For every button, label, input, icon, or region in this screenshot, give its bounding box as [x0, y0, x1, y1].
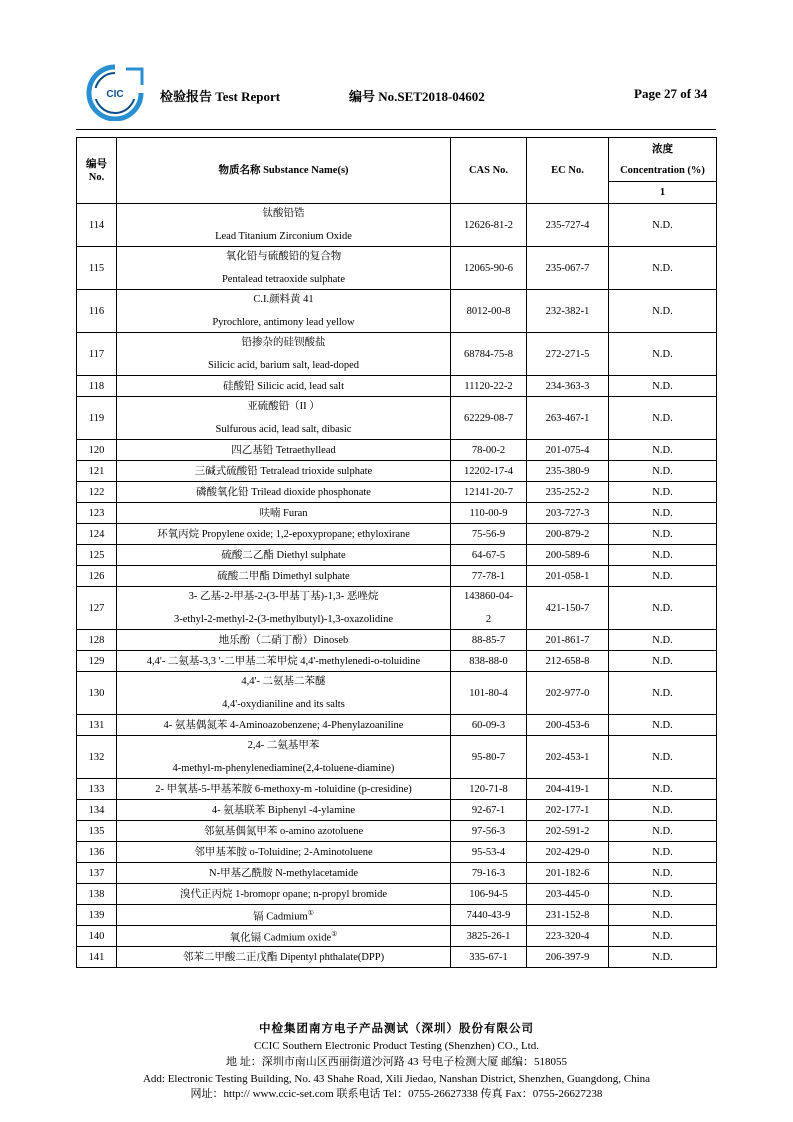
cell-cas-no: 110-00-9 [451, 503, 527, 524]
table-body [77, 204, 717, 968]
cell-cas-no: 12626-81-2 [451, 204, 527, 247]
table-row [77, 524, 717, 545]
footer-contact: 网址：http:// www.ccic-set.com 联系电话 Tel：0755-26627338 传真 Fax：0755-26627238 [190, 1088, 603, 1100]
substance-name-line: 呋喃 Furan [259, 507, 308, 519]
cell-cas-no: 77-78-1 [451, 566, 527, 587]
cell-substance-name [117, 290, 451, 333]
cell-ec-no: 234-363-3 [527, 376, 609, 397]
cas-line: 143860-04- [464, 591, 513, 602]
cell-concentration: N.D. [609, 566, 717, 587]
footer-address-cn: 地 址：深圳市南山区西丽街道沙河路 43 号电子检测大厦 邮编：518055 [226, 1056, 567, 1068]
cell-no: 114 [77, 204, 117, 247]
substance-name-line: 4,4'-oxydianiline and its salts [222, 699, 345, 710]
cell-no: 134 [77, 800, 117, 821]
substance-name-line: 镉 Cadmium [253, 911, 308, 923]
substance-name-line: 硫酸二甲酯 Dimethyl sulphate [217, 570, 350, 582]
cell-concentration: N.D. [609, 884, 717, 905]
cell-substance-name [117, 651, 451, 672]
cell-ec-no: 203-445-0 [527, 884, 609, 905]
cell-ec-no: 201-058-1 [527, 566, 609, 587]
substance-table [76, 137, 717, 968]
cell-ec-no: 272-271-5 [527, 333, 609, 376]
cell-concentration: N.D. [609, 863, 717, 884]
cell-concentration: N.D. [609, 290, 717, 333]
cell-no: 119 [77, 397, 117, 440]
cell-concentration: N.D. [609, 440, 717, 461]
cell-concentration: N.D. [609, 800, 717, 821]
substance-name-line: 邻氨基偶氮甲苯 o-amino azotoluene [203, 825, 364, 837]
table-row [77, 863, 717, 884]
cell-concentration: N.D. [609, 503, 717, 524]
cell-ec-no: 201-075-4 [527, 440, 609, 461]
cell-concentration: N.D. [609, 736, 717, 779]
cell-no: 138 [77, 884, 117, 905]
substance-name-line: 3- 乙基-2-甲基-2-(3-甲基丁基)-1,3- 恶唑烷 [188, 591, 379, 602]
cell-ec-no: 231-152-8 [527, 905, 609, 926]
cell-cas-no: 12202-17-4 [451, 461, 527, 482]
cell-ec-no: 202-429-0 [527, 842, 609, 863]
cell-no: 133 [77, 779, 117, 800]
cell-ec-no: 200-879-2 [527, 524, 609, 545]
cell-concentration: N.D. [609, 672, 717, 715]
cell-substance-name [117, 630, 451, 651]
cell-ec-no: 235-067-7 [527, 247, 609, 290]
cell-substance-name [117, 524, 451, 545]
substance-name-line: Sulfurous acid, lead salt, dibasic [215, 424, 352, 435]
substance-name-line: 钛酸铅锆 [262, 208, 305, 219]
substance-name-line: 磷酸氧化铅 Trilead dioxide phosphonate [196, 486, 371, 498]
cell-ec-no: 202-977-0 [527, 672, 609, 715]
table-row [77, 630, 717, 651]
cell-cas-no: 95-80-7 [451, 736, 527, 779]
cell-ec-no: 235-252-2 [527, 482, 609, 503]
cell-substance-name [117, 842, 451, 863]
cell-no: 131 [77, 715, 117, 736]
cell-substance-name [117, 800, 451, 821]
cell-substance-name [117, 376, 451, 397]
cell-no: 123 [77, 503, 117, 524]
cell-no: 117 [77, 333, 117, 376]
table-row [77, 800, 717, 821]
cell-substance-name [117, 204, 451, 247]
cell-no: 116 [77, 290, 117, 333]
substance-name-line: 三碱式硫酸铅 Tetralead trioxide sulphate [194, 465, 373, 477]
cell-substance-name [117, 482, 451, 503]
substance-name-line: N-甲基乙酰胺 N-methylacetamide [209, 867, 358, 879]
cell-cas-no: 3825-26-1 [451, 926, 527, 947]
cell-cas-no: 68784-75-8 [451, 333, 527, 376]
cell-concentration: N.D. [609, 461, 717, 482]
cell-substance-name [117, 397, 451, 440]
cell-cas-no: 64-67-5 [451, 545, 527, 566]
table-row [77, 736, 717, 779]
substance-name-line: 四乙基铅 Tetraethyllead [231, 444, 336, 456]
table-row [77, 905, 717, 926]
cell-cas-no: 12065-90-6 [451, 247, 527, 290]
substance-name-line: C.I.颜料黄 41 [253, 294, 314, 305]
footnote-marker: ① [331, 929, 338, 938]
cell-concentration: N.D. [609, 842, 717, 863]
cell-substance-name [117, 821, 451, 842]
substance-name-line: Pyrochlore, antimony lead yellow [212, 317, 355, 328]
cell-substance-name [117, 461, 451, 482]
substance-name-line: Silicic acid, barium salt, lead-doped [207, 360, 360, 371]
cell-ec-no: 200-589-6 [527, 545, 609, 566]
ccic-logo [82, 63, 148, 121]
substance-name-line: Pentalead tetraoxide sulphate [221, 274, 346, 285]
table-row [77, 461, 717, 482]
cell-cas-no: 95-53-4 [451, 842, 527, 863]
cell-concentration: N.D. [609, 779, 717, 800]
cell-ec-no: 201-182-6 [527, 863, 609, 884]
substance-name-line: 亚硫酸铅（II ） [247, 401, 320, 412]
cell-substance-name [117, 905, 451, 926]
logo-text: CIC [106, 89, 124, 100]
cas-line: 2 [485, 614, 492, 625]
cell-no: 120 [77, 440, 117, 461]
cell-cas-no: 75-56-9 [451, 524, 527, 545]
substance-name-line: 铅掺杂的硅钡酸盐 [241, 337, 326, 348]
cell-no: 122 [77, 482, 117, 503]
cell-concentration: N.D. [609, 905, 717, 926]
cell-substance-name [117, 566, 451, 587]
cell-cas-no: 79-16-3 [451, 863, 527, 884]
cell-no: 132 [77, 736, 117, 779]
table-row [77, 440, 717, 461]
col-header-no: 编号 No. [77, 138, 117, 204]
report-title: 检验报告 Test Report [160, 89, 281, 104]
table-row [77, 482, 717, 503]
header-rule [76, 129, 716, 130]
cell-no: 137 [77, 863, 117, 884]
table-row [77, 842, 717, 863]
table-row [77, 333, 717, 376]
cell-concentration: N.D. [609, 376, 717, 397]
cell-substance-name [117, 587, 451, 630]
cell-substance-name [117, 884, 451, 905]
table-row [77, 587, 717, 630]
cell-no: 127 [77, 587, 117, 630]
cell-cas-no: 8012-00-8 [451, 290, 527, 333]
cell-no: 121 [77, 461, 117, 482]
cell-substance-name [117, 503, 451, 524]
cell-ec-no: 203-727-3 [527, 503, 609, 524]
substance-name-line: 硫酸二乙酯 Diethyl sulphate [221, 549, 346, 561]
substance-name-line: 硅酸铅 Silicic acid, lead salt [222, 380, 344, 392]
cell-concentration: N.D. [609, 715, 717, 736]
cell-no: 140 [77, 926, 117, 947]
cell-no: 139 [77, 905, 117, 926]
cell-no: 126 [77, 566, 117, 587]
substance-name-line: 2,4- 二氨基甲苯 [247, 740, 320, 751]
table-row [77, 651, 717, 672]
table-row [77, 672, 717, 715]
cell-cas-no: 7440-43-9 [451, 905, 527, 926]
cell-concentration: N.D. [609, 482, 717, 503]
col-header-concentration-sub: 1 [609, 182, 717, 204]
cell-concentration: N.D. [609, 204, 717, 247]
cell-no: 135 [77, 821, 117, 842]
col-header-concentration: 浓度 Concentration (%) [609, 138, 717, 182]
cell-no: 141 [77, 947, 117, 968]
col-header-cas: CAS No. [451, 138, 527, 204]
footer-address-en: Add: Electronic Testing Building, No. 43 Shahe Road, Xili Jiedao, Nanshan District, Shenzhen, Guangdong, China [142, 1073, 651, 1085]
cell-no: 125 [77, 545, 117, 566]
table-row [77, 204, 717, 247]
cell-ec-no: 206-397-9 [527, 947, 609, 968]
footnote-marker: ① [307, 908, 314, 917]
table-row [77, 376, 717, 397]
cell-cas-no: 60-09-3 [451, 715, 527, 736]
cell-cas-no: 78-00-2 [451, 440, 527, 461]
cell-substance-name [117, 545, 451, 566]
cell-substance-name [117, 926, 451, 947]
table-row [77, 566, 717, 587]
cell-ec-no: 204-419-1 [527, 779, 609, 800]
col-header-ec: EC No. [527, 138, 609, 204]
cell-concentration: N.D. [609, 821, 717, 842]
footer-company-cn: 中检集团南方电子产品测试（深圳）股份有限公司 [259, 1023, 534, 1035]
report-number: 编号 No.SET2018-04602 [349, 89, 485, 104]
substance-name-line: Lead Titanium Zirconium Oxide [215, 231, 352, 242]
cell-cas-no: 62229-08-7 [451, 397, 527, 440]
cell-cas-no: 97-56-3 [451, 821, 527, 842]
cell-concentration: N.D. [609, 587, 717, 630]
cell-no: 115 [77, 247, 117, 290]
cell-ec-no: 263-467-1 [527, 397, 609, 440]
substance-name-line: 氧化铅与硫酸铅的复合物 [225, 251, 342, 262]
table-row [77, 821, 717, 842]
substance-name-line: 4,4'- 二氨基-3,3 '-二甲基二苯甲烷 4,4'-methylenedi-o-toluidine [146, 655, 421, 667]
cell-cas-no [451, 587, 527, 630]
cell-substance-name [117, 779, 451, 800]
substance-name-line: 氧化镉 Cadmium oxide [229, 932, 332, 944]
cell-ec-no: 202-591-2 [527, 821, 609, 842]
cell-substance-name [117, 863, 451, 884]
cell-ec-no: 212-658-8 [527, 651, 609, 672]
cell-cas-no: 335-67-1 [451, 947, 527, 968]
substance-name-line: 3-ethyl-2-methyl-2-(3-methylbutyl)-1,3-oxazolidine [174, 614, 393, 625]
table-row [77, 397, 717, 440]
cell-cas-no: 838-88-0 [451, 651, 527, 672]
cell-concentration: N.D. [609, 630, 717, 651]
table-row [77, 715, 717, 736]
substance-name-line: 4- 氨基联苯 Biphenyl -4-ylamine [211, 804, 356, 816]
cell-cas-no: 101-80-4 [451, 672, 527, 715]
cell-no: 124 [77, 524, 117, 545]
cell-concentration: N.D. [609, 333, 717, 376]
cell-concentration: N.D. [609, 247, 717, 290]
substance-name-line: 邻甲基苯胺 o-Toluidine; 2-Aminotoluene [194, 846, 373, 858]
table-row [77, 247, 717, 290]
cell-ec-no: 235-727-4 [527, 204, 609, 247]
cell-ec-no: 202-453-1 [527, 736, 609, 779]
substance-name-line: 溴代正丙烷 1-bromopr opane; n-propyl bromide [179, 888, 388, 900]
cell-substance-name [117, 736, 451, 779]
cell-ec-no: 202-177-1 [527, 800, 609, 821]
page-indicator: Page 27 of 34 [634, 86, 708, 101]
table-row [77, 884, 717, 905]
cell-no: 130 [77, 672, 117, 715]
cell-substance-name [117, 672, 451, 715]
cell-no: 128 [77, 630, 117, 651]
cell-cas-no: 120-71-8 [451, 779, 527, 800]
cell-cas-no: 12141-20-7 [451, 482, 527, 503]
cell-ec-no: 421-150-7 [527, 587, 609, 630]
cell-ec-no: 200-453-6 [527, 715, 609, 736]
cell-cas-no: 11120-22-2 [451, 376, 527, 397]
cell-concentration: N.D. [609, 947, 717, 968]
cell-concentration: N.D. [609, 524, 717, 545]
cell-substance-name [117, 333, 451, 376]
cell-concentration: N.D. [609, 545, 717, 566]
cell-ec-no: 235-380-9 [527, 461, 609, 482]
cell-substance-name [117, 440, 451, 461]
cell-no: 129 [77, 651, 117, 672]
cell-concentration: N.D. [609, 397, 717, 440]
cell-ec-no: 223-320-4 [527, 926, 609, 947]
footer-company-en: CCIC Southern Electronic Product Testing (Shenzhen) CO., Ltd. [254, 1040, 539, 1052]
table-row [77, 779, 717, 800]
cell-no: 118 [77, 376, 117, 397]
substance-name-line: 环氧丙烷 Propylene oxide; 1,2-epoxypropane; ethyloxirane [157, 528, 410, 540]
cell-concentration: N.D. [609, 926, 717, 947]
substance-name-line: 2- 甲氧基-5-甲基苯胺 6-methoxy-m -toluidine (p-cresidine) [155, 783, 412, 795]
table-row [77, 947, 717, 968]
cell-substance-name [117, 247, 451, 290]
substance-name-line: 4- 氨基偶氮苯 4-Aminoazobenzene; 4-Phenylazoaniline [163, 719, 404, 731]
cell-ec-no: 201-861-7 [527, 630, 609, 651]
table-row [77, 503, 717, 524]
cell-cas-no: 88-85-7 [451, 630, 527, 651]
cell-substance-name [117, 947, 451, 968]
col-header-name: 物质名称 Substance Name(s) [117, 138, 451, 204]
table-row [77, 290, 717, 333]
substance-name-line: 4,4'- 二氨基二苯醚 [241, 676, 326, 687]
cell-ec-no: 232-382-1 [527, 290, 609, 333]
cell-no: 136 [77, 842, 117, 863]
cell-cas-no: 106-94-5 [451, 884, 527, 905]
substance-name-line: 4-methyl-m-phenylenediamine(2,4-toluene-diamine) [172, 763, 395, 774]
substance-name-line: 邻苯二甲酸二正戊酯 Dipentyl phthalate(DPP) [182, 951, 385, 963]
table-row [77, 545, 717, 566]
substance-name-line: 地乐酚（二硝丁酚）Dinoseb [218, 634, 349, 646]
table-row [77, 926, 717, 947]
cell-concentration: N.D. [609, 651, 717, 672]
cell-substance-name [117, 715, 451, 736]
cell-cas-no: 92-67-1 [451, 800, 527, 821]
